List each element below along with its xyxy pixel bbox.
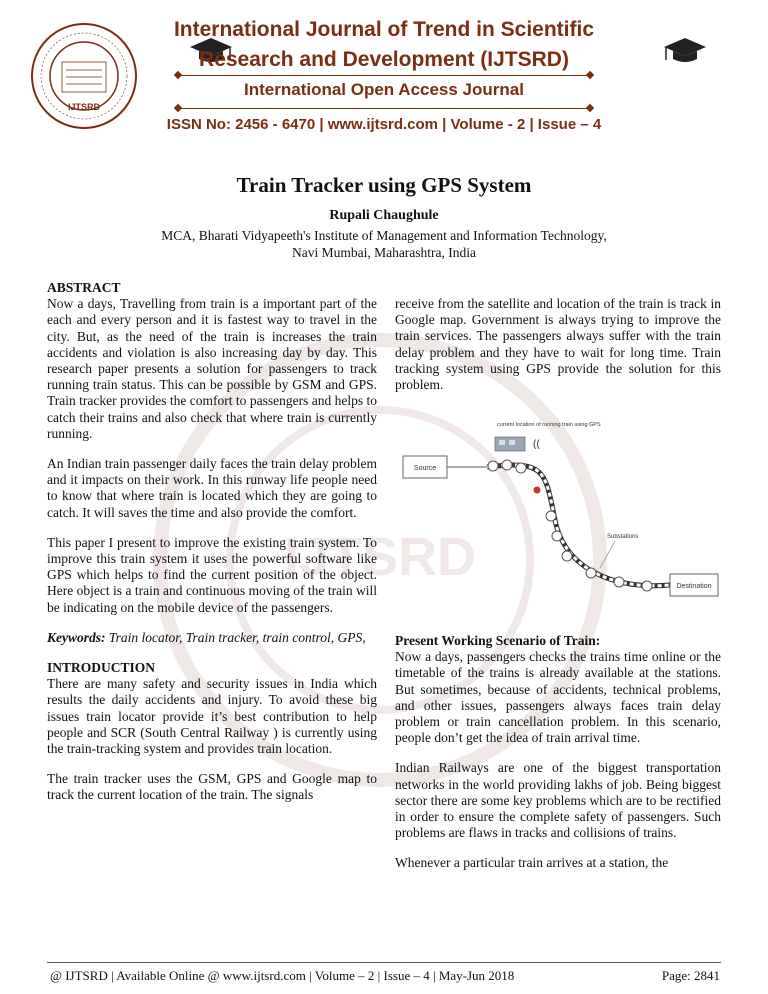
- abstract-heading: ABSTRACT: [47, 280, 121, 295]
- page-number: Page: 2841: [661, 968, 720, 983]
- body-paragraph: Whenever a particular train arrives at a station, the: [395, 855, 669, 871]
- train-location-marker: [534, 487, 541, 494]
- right-column-bottom: [395, 633, 721, 886]
- header-divider: [178, 75, 590, 76]
- journal-subtitle: International Open Access Journal: [244, 80, 524, 99]
- source-label: Source: [413, 465, 437, 472]
- station-marker: [562, 551, 572, 561]
- left-column: [47, 280, 377, 818]
- abstract-paragraph: This paper I present to improve the existing train system. To improve this train system it uses the powerful software like GPS which helps to find the current position of the object. Here object is a train and continuous moving of the train will be indicating on the mobile device of the passengers.: [47, 534, 377, 615]
- substations-pointer: [600, 541, 615, 568]
- station-marker: [488, 461, 498, 471]
- svg-text:IJTSRD: IJTSRD: [283, 527, 477, 587]
- station-marker: [552, 531, 562, 541]
- footer-divider: [47, 962, 721, 963]
- train-window: [509, 440, 515, 445]
- abstract-paragraph: Now a days, Travelling from train is a important part of the each and every person and it is fastest way to travel in the city. But, as the need of the train is increases the train accidents and violation is also increasing day by day. This research paper presents a solution for passengers to track running train status. This can be possible by GSM and GPS. Train tracker provides the comfort to passengers and helps to catch their trains and also check that where train is currently running.: [47, 296, 377, 441]
- right-column-top: [395, 296, 721, 407]
- substations-label: Substations: [607, 534, 639, 540]
- railway-track: [487, 465, 670, 586]
- body-paragraph: Now a days, passengers checks the trains time online or the timetable of the trains is already available at the stations. But sometimes, because of accidents, technical problems, and other issues, passengers always faces train delay problem or train cancellation problem. In this scenario, people don’t get the idea of train arrival time.: [395, 649, 721, 746]
- divider-ornament: [174, 71, 182, 79]
- body-paragraph: receive from the satellite and location of the train is track in Google map. Government is always trying to improve the train services. The passengers always suffer with the train delay problem and they have to wait for long time. Train tracking system using GPS provide the solution for this problem.: [395, 296, 721, 393]
- paper-title: Train Tracker using GPS System: [236, 173, 532, 197]
- train-window: [499, 440, 505, 445]
- divider-ornament: [174, 104, 182, 112]
- author-name: Rupali Chaughule: [329, 208, 439, 223]
- keywords: [47, 630, 377, 646]
- journal-title-line1: International Journal of Trend in Scientific: [173, 18, 595, 41]
- introduction-paragraph: There are many safety and security issues in India which results the daily accidents and injury. To avoid these big issues train locator provide it’s best contribution to help people and SCR (South Central Railway ) is currently using the train-tracking system and provides train location.: [47, 676, 377, 757]
- train-route-figure: [395, 410, 725, 620]
- divider-ornament: [586, 104, 594, 112]
- affiliation-line1: MCA, Bharati Vidyapeeth's Institute of Management and Information Technology,: [161, 228, 607, 243]
- station-marker: [502, 460, 512, 470]
- keywords-label: Keywords:: [47, 629, 106, 645]
- introduction-paragraph: The train tracker uses the GSM, GPS and Google map to track the current location of the train. The signals: [47, 771, 377, 803]
- keywords-text: Train locator, Train tracker, train control, GPS,: [108, 629, 366, 645]
- railway-track-ties: [487, 465, 670, 586]
- footer-text: @ IJTSRD | Available Online @ www.ijtsrd.com | Volume – 2 | Issue – 4 | May-Jun 2018: [50, 968, 515, 983]
- journal-title-line2: Research and Development (IJTSRD): [199, 48, 569, 71]
- affiliation-line2: Navi Mumbai, Maharashtra, India: [291, 245, 477, 260]
- gps-icon: ((: [533, 439, 540, 450]
- station-marker: [642, 581, 652, 591]
- station-marker: [516, 463, 526, 473]
- page-footer: [0, 960, 768, 994]
- station-marker: [546, 511, 556, 521]
- introduction-heading: INTRODUCTION: [47, 660, 156, 676]
- issn-line: ISSN No: 2456 - 6470 | www.ijtsrd.com | Volume - 2 | Issue – 4: [166, 116, 602, 133]
- destination-label: Destination: [676, 583, 712, 590]
- abstract-paragraph: An Indian train passenger daily faces the train delay problem and it impacts on their work. In this runway life people need to know that where train is located which they are going to catch. It will saves the time and also provide the comfort.: [47, 456, 377, 520]
- svg-text:IJTSRD: IJTSRD: [67, 102, 101, 112]
- section-heading: Present Working Scenario of Train:: [395, 633, 601, 648]
- station-marker: [614, 577, 624, 587]
- divider-ornament: [586, 71, 594, 79]
- journal-header: [0, 0, 768, 152]
- station-marker: [586, 568, 596, 578]
- body-paragraph: Indian Railways are one of the biggest transportation networks in the world providing lakhs of job. Being biggest sector there are some key problems which are to be rectified in order to ensure the complete safety of passengers. Such problems are flaws in tracks and collisions of trains.: [395, 760, 721, 841]
- header-divider: [178, 108, 590, 109]
- current-location-label: current location of running train using GPS: [497, 422, 601, 428]
